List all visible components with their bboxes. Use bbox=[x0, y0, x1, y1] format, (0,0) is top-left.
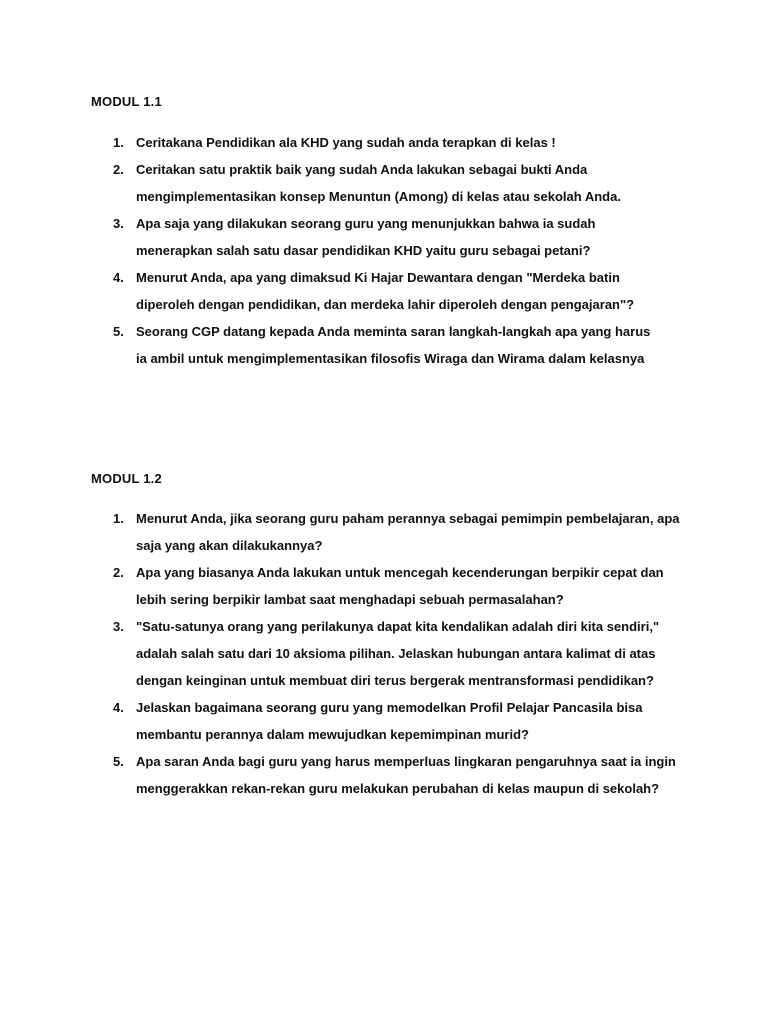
question-text: Jelaskan bagaimana seorang guru yang memodelkan Profil Pelajar Pancasila bisa membantu perannya dalam mewujudkan kepemimpinan murid? bbox=[136, 700, 643, 742]
question-number: 4. bbox=[113, 700, 124, 715]
question-number: 4. bbox=[113, 270, 124, 285]
question-number: 2. bbox=[113, 162, 124, 177]
question-text: Menurut Anda, apa yang dimaksud Ki Hajar Dewantara dengan "Merdeka batin diperoleh dengan pendidikan, dan merdeka lahir diperoleh dengan pengajaran"? bbox=[136, 270, 635, 312]
question-text: "Satu-satunya orang yang perilakunya dapat kita kendalikan adalah diri kita sendiri," adalah salah satu dari 10 aksioma pilihan. Jelaskan hubungan antara kalimat di atas dengan keinginan untuk membuat diri terus bergerak mentransformasi pendidikan? bbox=[136, 619, 660, 688]
question-number: 2. bbox=[113, 565, 124, 580]
question-list-modul-1-1 bbox=[91, 129, 661, 372]
section-title-modul-1-1: MODUL 1.1 bbox=[91, 94, 162, 109]
question-item bbox=[91, 129, 661, 156]
question-item bbox=[91, 264, 661, 318]
question-text: Apa yang biasanya Anda lakukan untuk mencegah kecenderungan berpikir cepat dan lebih sering berpikir lambat saat menghadapi sebuah permasalahan? bbox=[136, 565, 664, 607]
question-text: Apa saja yang dilakukan seorang guru yang menunjukkan bahwa ia sudah menerapkan salah satu dasar pendidikan KHD yaitu guru sebagai petani? bbox=[136, 216, 596, 258]
question-item bbox=[91, 318, 661, 372]
question-item bbox=[91, 156, 661, 210]
question-item bbox=[91, 748, 691, 802]
question-item bbox=[91, 505, 691, 559]
question-number: 5. bbox=[113, 324, 124, 339]
question-number: 5. bbox=[113, 754, 124, 769]
question-text: Ceritakan satu praktik baik yang sudah Anda lakukan sebagai bukti Anda mengimplementasikan konsep Menuntun (Among) di kelas atau sekolah Anda. bbox=[136, 162, 621, 204]
question-number: 1. bbox=[113, 135, 124, 150]
question-text: Seorang CGP datang kepada Anda meminta saran langkah-langkah apa yang harus ia ambil untuk mengimplementasikan filosofis Wiraga dan Wirama dalam kelasnya bbox=[136, 324, 651, 366]
question-number: 3. bbox=[113, 216, 124, 231]
question-item bbox=[91, 613, 691, 694]
question-item bbox=[91, 210, 661, 264]
section-title-modul-1-2: MODUL 1.2 bbox=[91, 471, 162, 486]
question-number: 1. bbox=[113, 511, 124, 526]
question-text: Ceritakana Pendidikan ala KHD yang sudah anda terapkan di kelas ! bbox=[136, 135, 556, 150]
question-list-modul-1-2 bbox=[91, 505, 691, 802]
question-number: 3. bbox=[113, 619, 124, 634]
question-item bbox=[91, 694, 691, 748]
question-item bbox=[91, 559, 691, 613]
question-text: Menurut Anda, jika seorang guru paham perannya sebagai pemimpin pembelajaran, apa saja yang akan dilakukannya? bbox=[136, 511, 680, 553]
question-text: Apa saran Anda bagi guru yang harus memperluas lingkaran pengaruhnya saat ia ingin menggerakkan rekan-rekan guru melakukan perubahan di kelas maupun di sekolah? bbox=[136, 754, 676, 796]
